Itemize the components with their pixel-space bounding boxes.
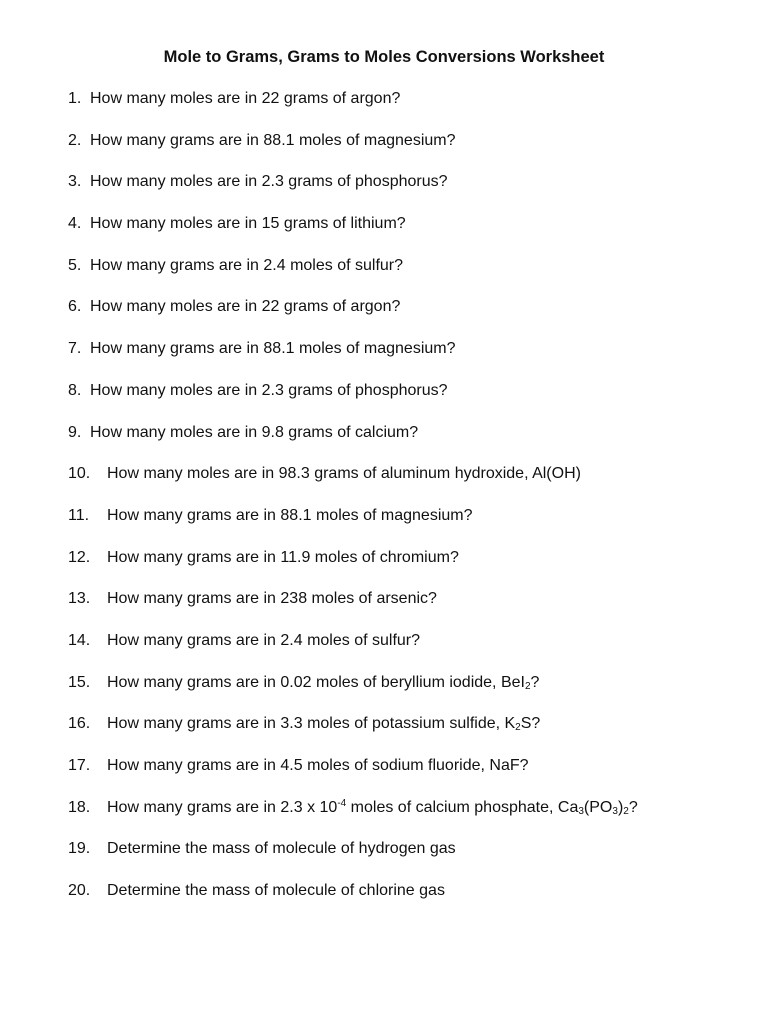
question-number: 10.	[68, 465, 91, 483]
question-item	[68, 673, 748, 715]
question-item	[68, 548, 748, 590]
superscript: -4	[337, 797, 347, 809]
question-number: 6.	[68, 298, 82, 316]
question-item	[68, 89, 748, 131]
question-text: How many grams are in 88.1 moles of magnesium?	[107, 506, 473, 524]
question-item	[68, 381, 748, 423]
question-text: How many grams are in 2.3 x $10^{-4}$ moles of calcium phosphate, $Ca_3(PO_3)_2$?	[107, 797, 638, 817]
question-item	[68, 714, 748, 756]
question-text: How many grams are in 0.02 moles of beryllium iodide, BeI$_2$?	[107, 673, 540, 692]
question-text: How many moles are in 15 grams of lithium?	[90, 215, 406, 233]
question-number: 16.	[68, 715, 91, 733]
question-item	[68, 798, 748, 840]
question-number: 3.	[68, 173, 82, 191]
question-item	[68, 297, 748, 339]
question-text: How many moles are in 2.3 grams of phosphorus?	[90, 381, 448, 399]
question-item	[68, 506, 748, 548]
question-number: 5.	[68, 256, 82, 274]
question-item	[68, 214, 748, 256]
question-number: 1.	[68, 90, 82, 107]
question-item	[68, 756, 748, 798]
question-item	[68, 881, 748, 923]
question-number: 12.	[68, 548, 91, 566]
subscript: 2	[515, 722, 521, 734]
question-number: 14.	[68, 631, 91, 649]
question-number: 2.	[68, 131, 82, 149]
question-text: How many grams are in 88.1 moles of magnesium?	[90, 340, 456, 358]
subscript: 3	[612, 805, 618, 817]
worksheet-title: Mole to Grams, Grams to Moles Conversions Worksheet	[163, 48, 605, 66]
question-text: How many grams are in 238 moles of arsenic?	[107, 590, 437, 608]
question-number: 11.	[68, 506, 90, 524]
question-number: 4.	[68, 215, 82, 233]
question-number: 18.	[68, 798, 91, 816]
question-item	[68, 631, 748, 673]
subscript: 2	[524, 680, 531, 692]
question-item	[68, 464, 748, 506]
question-item	[68, 423, 748, 465]
question-number: 13.	[68, 590, 91, 608]
question-item	[68, 131, 748, 173]
question-number: 15.	[68, 673, 91, 691]
question-text: How many grams are in 3.3 moles of potassium sulfide, $K_2S$?	[107, 715, 541, 734]
question-text: How many grams are in 2.4 moles of sulfur?	[107, 631, 421, 649]
question-text: How many moles are in 98.3 grams of aluminum hydroxide, Al(OH)	[107, 465, 581, 483]
question-text: How many grams are in 2.4 moles of sulfur?	[90, 256, 404, 274]
question-number: 8.	[68, 381, 82, 399]
question-number: 17.	[68, 757, 91, 774]
question-list	[68, 89, 748, 923]
question-item	[68, 256, 748, 298]
question-text: How many moles are in 9.8 grams of calcium?	[90, 423, 419, 441]
question-item	[68, 589, 748, 631]
question-number: 9.	[68, 423, 82, 441]
subscript: 3	[578, 805, 584, 817]
question-text: How many grams are in 88.1 moles of magnesium?	[90, 131, 456, 149]
question-text: How many grams are in 11.9 moles of chromium?	[107, 548, 459, 566]
question-text: How many moles are in 22 grams of argon?	[90, 298, 401, 316]
question-text: How many moles are in 2.3 grams of phosphorus?	[90, 173, 448, 191]
question-text: How many moles are in 22 grams of argon?	[90, 90, 401, 107]
question-text: Determine the mass of molecule of chlorine gas	[107, 882, 445, 900]
question-item	[68, 339, 748, 381]
question-item	[68, 172, 748, 214]
question-text: Determine the mass of molecule of hydrogen gas	[107, 840, 456, 858]
question-item	[68, 839, 748, 881]
question-text: How many grams are in 4.5 moles of sodium fluoride, NaF?	[107, 757, 529, 774]
question-number: 20.	[68, 882, 91, 900]
question-number: 19.	[68, 840, 91, 858]
question-number: 7.	[68, 340, 82, 358]
subscript: 2	[623, 805, 629, 817]
